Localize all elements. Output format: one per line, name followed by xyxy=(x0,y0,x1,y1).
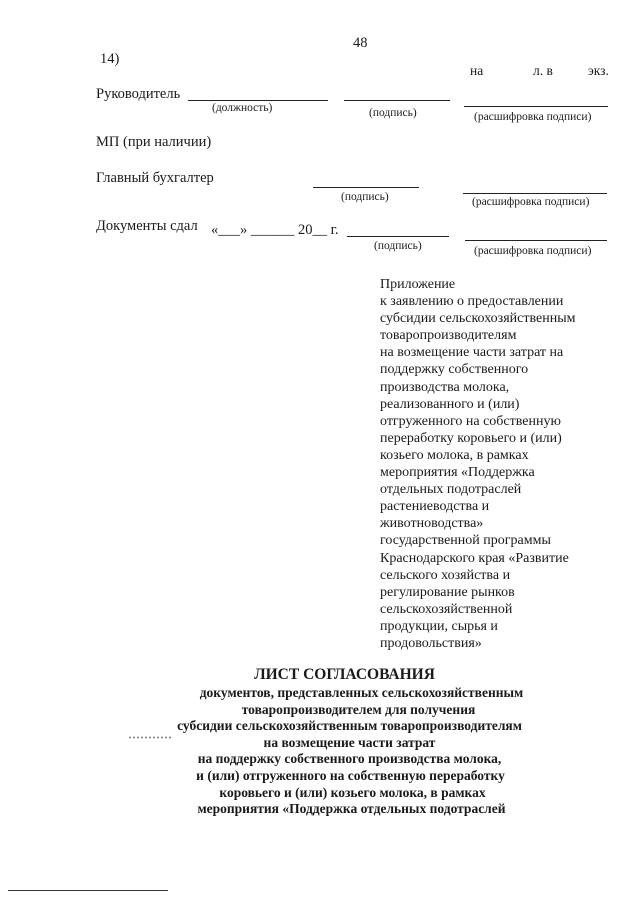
appendix-line: отгруженного на собственную xyxy=(380,413,561,429)
year-blank: __ xyxy=(312,222,327,238)
sheets-label: л. в xyxy=(533,63,553,78)
position-field-line xyxy=(188,100,328,101)
appendix-line: отдельных подотраслей xyxy=(380,482,522,498)
appendix-block xyxy=(380,276,620,652)
appendix-line: Приложение xyxy=(380,277,456,292)
submitter-signature-caption: (подпись) xyxy=(374,240,422,252)
head-signature-line xyxy=(344,100,450,101)
head-signature-caption: (подпись) xyxy=(369,107,417,119)
approval-line: коровьего и (или) козьего молока, в рамках xyxy=(219,784,486,800)
appendix-line: переработку коровьего и (или) xyxy=(380,430,562,446)
item-number: 14) xyxy=(100,51,120,67)
page-number: 48 xyxy=(353,35,368,51)
head-decoding-caption: (расшифровка подписи) xyxy=(474,111,592,123)
appendix-line: поддержку собственного xyxy=(380,362,529,378)
position-caption: (должность) xyxy=(212,102,273,114)
head-label: Руководитель xyxy=(96,86,181,102)
appendix-line: к заявлению о предоставлении xyxy=(380,294,564,310)
accountant-label: Главный бухгалтер xyxy=(96,170,214,186)
copies-label: экз. xyxy=(588,63,609,78)
submitter-decoding-caption: (расшифровка подписи) xyxy=(474,245,592,257)
approval-line: мероприятия «Поддержка отдельных подотраслей xyxy=(197,801,506,817)
appendix-line: мероприятия «Поддержка xyxy=(380,465,535,481)
appendix-line: регулирование рынков xyxy=(380,584,515,600)
accountant-decoding-caption: (расшифровка подписи) xyxy=(472,196,590,208)
appendix-line: товаропроизводителям xyxy=(380,328,517,344)
approval-sheet-heading xyxy=(0,665,639,818)
submitter-decoding-line xyxy=(465,240,607,241)
submitted-label: Документы сдал xyxy=(96,218,198,234)
approval-line: на возмещение части затрат xyxy=(263,734,436,750)
on-label: на xyxy=(470,63,484,78)
seal-label: МП (при наличии) xyxy=(96,134,212,150)
accountant-decoding-line xyxy=(463,193,607,194)
date-open-quote: « xyxy=(211,222,219,238)
approval-line: и (или) отгруженного на собственную переработку xyxy=(196,767,505,783)
footnote-separator xyxy=(8,890,168,891)
date-close-quote: » xyxy=(240,222,248,238)
appendix-line: государственной программы xyxy=(380,533,551,549)
appendix-line: реализованного и (или) xyxy=(380,396,520,412)
appendix-line: производства молока, xyxy=(380,379,510,395)
date-month-blank: ______ xyxy=(250,222,295,238)
appendix-line: сельского хозяйства и xyxy=(380,567,511,583)
approval-line: товаропроизводителем для получения xyxy=(241,701,476,717)
approval-line: на поддержку собственного производства молока, xyxy=(197,751,502,767)
date-day-blank: ___ xyxy=(218,222,240,238)
appendix-line: животноводства» xyxy=(380,516,484,532)
head-decoding-line xyxy=(464,106,608,107)
appendix-line: сельскохозяйственной xyxy=(380,601,513,617)
appendix-line: на возмещение части затрат на xyxy=(380,345,564,361)
approval-sheet-title: ЛИСТ СОГЛАСОВАНИЯ xyxy=(254,666,435,683)
year-prefix: 20 xyxy=(298,222,313,238)
appendix-line: козьего молока, в рамках xyxy=(380,447,529,463)
appendix-line: Краснодарского края «Развитие xyxy=(380,550,569,566)
accountant-signature-line xyxy=(313,187,419,188)
approval-line: субсидии сельскохозяйственным товаропроизводителям xyxy=(177,718,522,734)
submitted-date xyxy=(211,222,339,239)
appendix-line: субсидии сельскохозяйственным xyxy=(380,311,576,327)
appendix-line: растениеводства и xyxy=(380,499,490,515)
accountant-signature-caption: (подпись) xyxy=(341,191,389,203)
appendix-line: продукции, сырья и xyxy=(380,618,498,634)
approval-line: документов, представленных сельскохозяйственным xyxy=(199,685,524,700)
appendix-line: продовольствия» xyxy=(380,635,482,651)
year-suffix: г. xyxy=(330,222,339,238)
submitter-signature-line xyxy=(347,236,449,237)
